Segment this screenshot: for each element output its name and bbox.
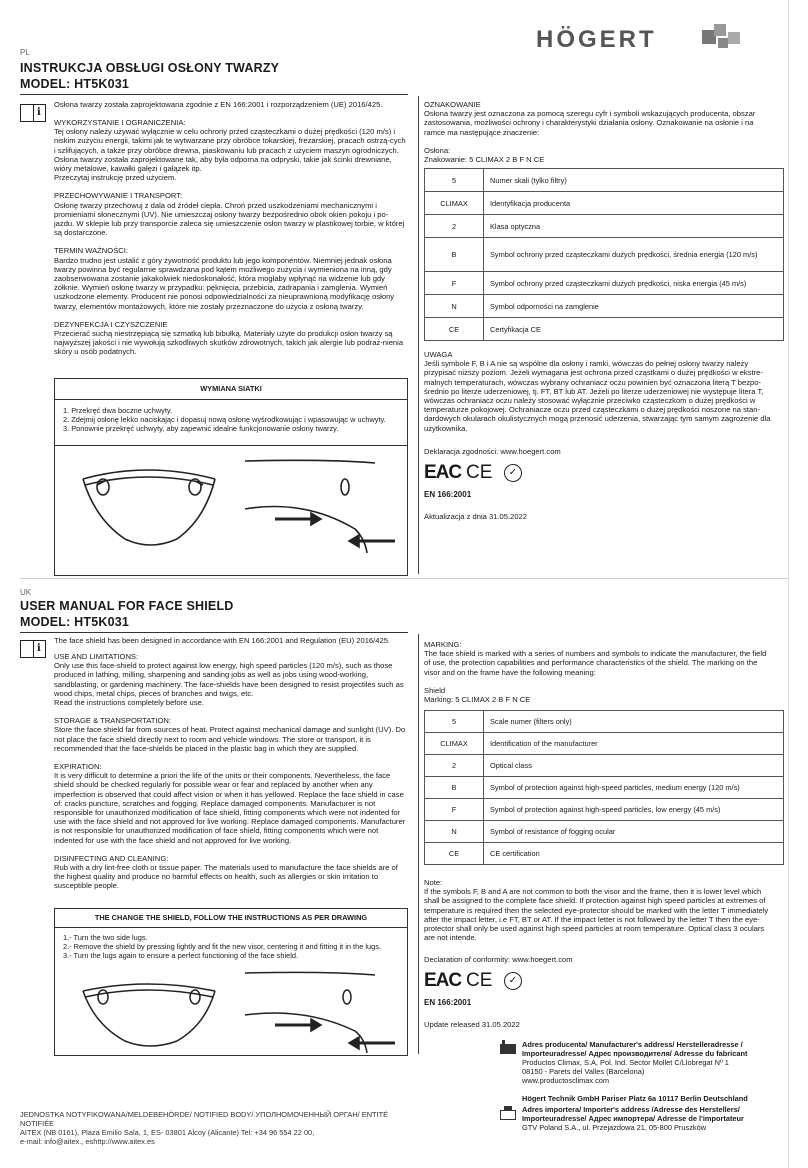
table-key: F	[425, 799, 484, 821]
table-row	[425, 777, 784, 799]
importer-line-1: GTV Poland S.A., ul. Przejazdowa 21, 05-800 Pruszków	[522, 1123, 707, 1132]
importer-heading-2: Importeuradresse/ Адрес импортера/ Adresse de l'importateur	[522, 1114, 744, 1123]
instruction-box-uk	[54, 908, 408, 1056]
declaration-uk: Declaration of conformity: www.hoegert.com	[424, 955, 573, 964]
mark-heading-uk: MARKING:	[424, 640, 462, 649]
use-heading-pl: WYKORZYSTANIE I OGRANICZENIA:	[54, 118, 186, 127]
title-rule-pl	[20, 94, 408, 95]
ukca-mark-icon: ✓	[504, 972, 522, 990]
marking-table-uk	[424, 710, 784, 865]
table-value: Symbol of protection against high-speed particles, low energy (45 m/s)	[484, 799, 784, 821]
column-divider-pl	[418, 96, 419, 574]
title-rule-uk	[20, 632, 408, 633]
update-date-uk: Update released 31.05.2022	[424, 1020, 520, 1029]
table-value: CE certification	[484, 843, 784, 865]
manufacturer-line-1: Productos Climax, S.A, Pol. Ind. Sector Mollet C/Llobregat Nº 1	[522, 1058, 729, 1067]
use-heading-uk: USE AND LIMITATIONS:	[54, 652, 139, 661]
shield-drawing-pl	[55, 449, 407, 574]
box-title-uk: THE CHANGE THE SHIELD, FOLLOW THE INSTRUCTIONS AS PER DRAWING	[55, 909, 407, 928]
note-heading-uk: Note:	[424, 878, 443, 887]
table-key: B	[425, 238, 484, 272]
table-row	[425, 755, 784, 777]
eac-mark-icon: EAC	[424, 970, 462, 991]
table-row	[425, 821, 784, 843]
manufacturer-address	[522, 1040, 784, 1085]
dis-text-pl: Przecierać suchą niestrzępiącą się szmatką lub bibułką. Materiały użyte do produkcji osłon twarzy są najwyższej jakości i nie wywołują szkodliwych skutków zdrowotnych, takich jak alergie lub podraż-nienia skóry u osób podatnych.	[54, 329, 404, 357]
table-key: B	[425, 777, 484, 799]
table-row	[425, 192, 784, 215]
left-column-pl	[54, 100, 408, 117]
exp-text-uk: It is very difficult to determine a priori the life of the units or their components. Nevertheless, the face shield should be checked regularly for possible wear or fear and replaced by another when any imperfection is observed that could affect vision or when it has yellowed. Replace the face shield in case of: cracks puncture, scratches and fogging. Replace damaged components. Manufacturer is not responsible for unauthorized modification of face shield, fitting components which were not indented for use with the face shield and not approved for live working. Replace damaged components. Manufacturer is not responsible for unauthorized modification of face shield, fitting components which were not indented for use with the face shield and not approved for live working.	[54, 771, 406, 845]
table-key: F	[425, 272, 484, 295]
store-heading-uk: STORAGE & TRANSPORTATION:	[54, 716, 172, 726]
left-body-uk	[54, 652, 408, 891]
use-text2-pl: Przeczytaj instrukcję przed użyciem.	[54, 173, 177, 183]
table-key: 5	[425, 711, 484, 733]
shield-drawing-uk	[55, 965, 407, 1057]
step-separator-pl	[55, 445, 407, 446]
importer-address	[522, 1105, 786, 1132]
step-1-uk: 1.- Turn the two side lugs.	[63, 933, 148, 942]
right-column-pl	[424, 100, 774, 164]
eac-mark-icon: EAC	[424, 462, 462, 483]
page-title-pl: INSTRUKCJA OBSŁUGI OSŁONY TWARZY	[20, 61, 280, 75]
notified-email: e-mail: info@aitex., eshttp://www.aitex.es	[20, 1137, 155, 1146]
marking-code-pl: Znakowanie: 5 CLIMAX 2 B F N CE	[424, 155, 545, 165]
note-heading-pl: UWAGA	[424, 350, 453, 359]
table-value: Symbol of resistance of fogging ocular	[484, 821, 784, 843]
page-border-right	[788, 0, 789, 1168]
instruction-box-pl	[54, 378, 408, 576]
dis-heading-pl: DEZYNFEKCJA I CZYSZCZENIE	[54, 319, 168, 329]
table-row	[425, 799, 784, 821]
marking-table-pl	[424, 168, 784, 341]
table-value: Klasa optyczna	[484, 215, 784, 238]
table-value: Symbol ochrony przed cząsteczkami dużych prędkości, niska energia (45 m/s)	[484, 272, 784, 295]
declaration-pl: Deklaracja zgodności: www.hoegert.com	[424, 447, 561, 456]
left-body-pl	[54, 118, 406, 357]
importer-heading-1: Adres importera/ Importer's address /Adresse des Herstellers/	[522, 1105, 740, 1114]
use-text2-uk: Read the instructions completely before use.	[54, 698, 204, 708]
table-row	[425, 843, 784, 865]
table-row	[425, 295, 784, 318]
store-text-pl: Osłonę twarzy przechowuj z dala od źródeł ciepła. Chroń przed uszkodzeniami mechanicznymi i promieniami słonecznymi (UV). Nie umieszczaj osłony twarzy bezpośrednio obok okien pokoju i po-jazdu. W sklepie lub przy transporcie zaleca się umieszczenie osłon twarzy w plastikowej torbie, w której są dostarczone.	[54, 200, 405, 238]
table-value: Symbol odporności na zamglenie	[484, 295, 784, 318]
table-key: N	[425, 295, 484, 318]
update-date-pl: Aktualizacja z dnia 31.05.2022	[424, 512, 528, 521]
table-key: 2	[425, 755, 484, 777]
intro-uk: The face shield has been designed in accordance with EN 166:2001 and Regulation (EU) 2016/425.	[54, 636, 391, 645]
note-pl	[424, 350, 774, 433]
table-row	[425, 272, 784, 295]
store-text-uk: Store the face shield far from sources of heat. Protect against mechanical damage and sunlight (UV). Do not place the face shield directly next to room and vehicle windows. The store or transport, it is recommended that the face-shields be placed in the plastic bag in which they are supplied.	[54, 725, 406, 753]
marking-code-uk: Marking: 5 CLIMAX 2 B F N CE	[424, 695, 531, 705]
mark-text-pl: Osłona twarzy jest oznaczona za pomocą szeregu cyfr i symboli wskazujących producenta, obszar zastosowania, możliwości ochrony i charakterystyki działania osłony. Oznakowanie na osłonie i na ramce ma następujące znaczenie:	[424, 109, 756, 137]
step-1-pl: 1. Przekręć dwa boczne uchwyty.	[63, 406, 173, 415]
visor-drawing-icon	[83, 984, 215, 1046]
steps-pl	[55, 400, 407, 439]
use-text-pl: Tej osłony należy używać wyłącznie w celu ochrony przed cząsteczkami o dużej prędkości (120 m/s) i niskim zużyciu energii, takimi jak te wytwarzane przy obróbce tokarskiej, frezarskiej, pracach ostrzą-cych i szlifujących, a także przy obróbce drewna, piaskowaniu lub pracach z użyciem maszyn ogrodniczych. Osłona twarzy została zaprojektowane tak, aby była odporna na odpryski, takie jak ścinki drewniane, wióry metalowe, kawałki gałęzi i gałązek itp.	[54, 127, 406, 174]
exp-heading-uk: EXPIRATION:	[54, 762, 102, 772]
table-key: CLIMAX	[425, 733, 484, 755]
intro-pl: Osłona twarzy została zaprojektowana zgodnie z EN 166:2001 i rozporządzeniem (UE) 2016/425.	[54, 100, 383, 109]
lug-drawing-icon	[245, 972, 395, 1053]
manual-book-icon: i	[20, 104, 46, 122]
table-key: 5	[425, 169, 484, 192]
ce-mark-icon: CE	[466, 462, 493, 483]
mark-heading-pl: OZNAKOWANIE	[424, 100, 481, 109]
table-key: N	[425, 821, 484, 843]
en-standard-pl: EN 166:2001	[424, 490, 472, 499]
cert-marks-pl	[424, 462, 544, 502]
table-key: CE	[425, 318, 484, 341]
table-key: CLIMAX	[425, 192, 484, 215]
table-row	[425, 169, 784, 192]
table-value: Optical class	[484, 755, 784, 777]
table-value: Identyfikacja producenta	[484, 192, 784, 215]
manufacturer-heading-1: Adres producenta/ Manufacturer's address/ Herstelleradresse /	[522, 1040, 743, 1049]
note-uk	[424, 878, 774, 942]
model-pl: MODEL: HT5K031	[20, 77, 130, 91]
column-divider-uk	[418, 634, 419, 1054]
box-title-pl: WYMIANA SIATKI	[55, 379, 407, 400]
table-value: Scale numer (filters only)	[484, 711, 784, 733]
table-value: Symbol ochrony przed cząsteczkami dużych prędkości, średnia energia (120 m/s)	[484, 238, 784, 272]
notified-heading: JEDNOSTKA NOTYFIKOWANA/MELDEBEHÖRDE/ NOTIFIED BODY/ УПОЛНОМОЧЕННЫЙ ОРГАН/ ENTITÉ NOTIFIÉE	[20, 1110, 389, 1128]
store-heading-pl: PRZECHOWYWANIE I TRANSPORT:	[54, 191, 183, 201]
dis-text-uk: Rub with a dry lint-free cloth or tissue paper. The materials used to manufacture the face shields are of the highest quality and produce no harmful effects on health, such as allergies or skin irritation to susceptible people.	[54, 863, 398, 891]
table-key: CE	[425, 843, 484, 865]
manufacturer-line-3: www.productosclimax.com	[522, 1076, 610, 1085]
manufacturer-heading-2: Importeuradresse/ Адрес производителя/ Adresse du fabricant	[522, 1049, 748, 1058]
table-value: Identification of the manufacturer	[484, 733, 784, 755]
table-value: Symbol of protection against high-speed particles, medium energy (120 m/s)	[484, 777, 784, 799]
ce-mark-icon: CE	[466, 970, 493, 991]
table-row	[425, 215, 784, 238]
table-row	[425, 711, 784, 733]
model-uk: MODEL: HT5K031	[20, 615, 130, 629]
lug-drawing-icon	[245, 460, 395, 553]
section-divider	[20, 578, 788, 579]
mark-text-uk: The face shield is marked with a series of numbers and symbols to indicate the manufacturer, the field of use, the protection capabilities and performance characteristics of the shield. The marking on the visor and on the frame have the following meaning:	[424, 649, 767, 677]
visor-drawing-icon	[83, 470, 215, 545]
manufacturer-line-2: 08150 - Parets del Valles (Barcelona)	[522, 1067, 645, 1076]
note-text-uk: If the symbols F, B and A are not common to both the visor and the frame, then it is lower level which shall be assigned to the complete face shield. If protection against high speed particles at extremes of temperature is required then the selected eye-protector should be marked with the letter T immediately after the impact letter, i.e FT, BT or AT. If the impact letter is not followed by the letter T then the eye-protector shall only be used against high speed particles at room temperature. Optical class 3 oculars are not intende.	[424, 887, 769, 943]
use-text-uk: Only use this face-shield to protect against low energy, high speed particles (120 m/s), such as those produced in lathing, milling, sharpening and sanding jobs as well as jobs using wood-working, sandblasting, or gardening machinery. The face-shields have been designed to resist projectiles such as wood chips, metal chips, pieces of branches and twigs, etc.	[54, 661, 404, 698]
manual-book-icon: i	[20, 640, 46, 658]
table-value: Certyfikacja CE	[484, 318, 784, 341]
shield-label-uk: Shield	[424, 685, 446, 695]
lang-code-pl: PL	[20, 48, 30, 57]
step-2-uk: 2.- Remove the shield by pressing lightly and fit the new visor, centering it and fitting it in the lugs.	[63, 942, 381, 951]
notified-body	[20, 1110, 420, 1146]
steps-uk	[55, 928, 407, 965]
table-row	[425, 238, 784, 272]
shield-label-pl: Osłona:	[424, 145, 451, 155]
notified-address: AITEX (NB 0161), Plaza Emilio Sala, 1, ES- 03801 Alcoy (Alicante) Tel: +34 96 554 22 00,	[20, 1128, 315, 1137]
importer-icon	[500, 1106, 516, 1120]
right-column-uk	[424, 640, 774, 704]
table-row	[425, 733, 784, 755]
en-standard-uk: EN 166:2001	[424, 998, 472, 1007]
table-row	[425, 318, 784, 341]
note-text-pl: Jeśli symbole F, B i A nie są wspólne dla osłony i ramki, wówczas do pełnej osłony twarzy należy przypisać niższy poziom. Jeżeli wymagana jest ochrona przed cząstkami o dużej prędkości w ekstre-malnych temperaturach, wówczas wybrany ochraniacz oczu powinien być oznaczona literą T bezpo-średnio po literze uderzeniowej, tj. FT, BT lub AT. Jeżeli po literze uderzeniowej nie występuje litera T, wówczas ochraniacz oczu należy stosować wyłącznie przeciwko cząsteczkom o dużej prędkości w temperaturze pokojowej. Ochraniacze oczu przed cząsteczkami o dużej prędkości noszone na stan-dardowych okularach okulistycznych mogą przenosić uderzenia, stwarzając tym samym zagrożenie dla użytkownika.	[424, 359, 771, 433]
dis-heading-uk: DISINFECTING AND CLEANING:	[54, 853, 169, 863]
cert-marks-uk	[424, 970, 544, 1010]
logo-squares-icon	[702, 24, 742, 54]
hogert-address: Högert Technik GmbH Pariser Platz 6a 10117 Berlin Deutschland	[522, 1094, 748, 1103]
factory-icon	[500, 1040, 516, 1054]
exp-heading-pl: TERMIN WAŻNOŚCI:	[54, 246, 128, 256]
step-3-pl: 3. Ponownie przekręć uchwyty, aby zapewnić idealne funkcjonowanie osłony twarzy.	[63, 424, 339, 433]
step-2-pl: 2. Zdejmij osłonę lekko naciskając i dopasuj nową osłonę wyśrodkowując i wpasowując w uchwyty.	[63, 415, 386, 424]
lang-code-uk: UK	[20, 588, 32, 597]
ukca-mark-icon: ✓	[504, 464, 522, 482]
brand-name: HÖGERT	[536, 26, 657, 53]
table-value: Numer skali (tylko filtry)	[484, 169, 784, 192]
step-3-uk: 3.- Turn the lugs again to ensure a perfect functioning of the face shield.	[63, 951, 299, 960]
brand-logo	[536, 22, 746, 56]
exp-text-pl: Bardzo trudno jest ustalić z góry żywotność produktu lub jego komponentów. Niemniej jednak osłona twarzy powinna być regularnie sprawdzana pod kątem możliwego zużycia i wymieniona na inną, gdy zaobserwowana zostanie jakakolwiek niedoskonałość, która mogłaby wpłynąć na widzenie lub gdy żółknie. Wymień osłonę twarzy w przypadku: pęknięcia, przebicia, zadrapania i zamglenia. Wymień uszkodzone elementy. Producent nie ponosi odpowiedzialności za nieuprawnioną modyfikację osłony twarzy, elementów montażowych, które nie zostały przeznaczone do użycia z osłoną twarzy.	[54, 255, 395, 311]
table-key: 2	[425, 215, 484, 238]
page-title-uk: USER MANUAL FOR FACE SHIELD	[20, 599, 234, 613]
